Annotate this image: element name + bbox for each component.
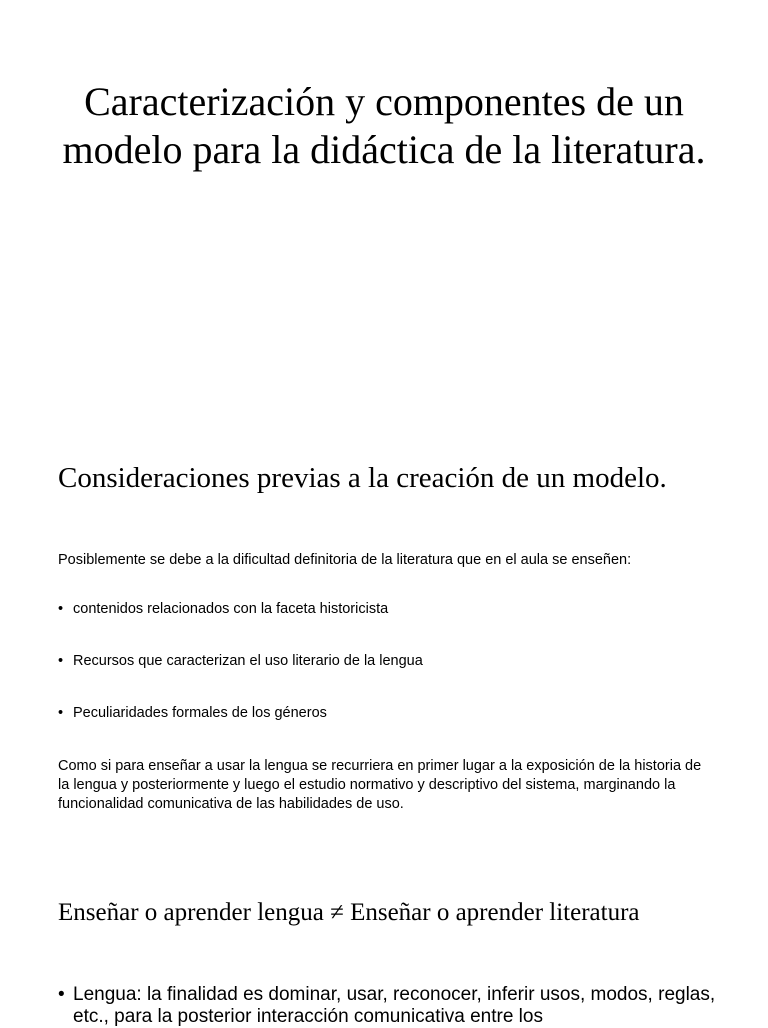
bullet-list bbox=[58, 600, 718, 756]
list-item: • Peculiaridades formales de los géneros bbox=[58, 704, 718, 756]
section-heading-considerations: Consideraciones previas a la creación de un modelo. bbox=[58, 462, 667, 494]
page-title: Caracterización y componentes de un modelo para la didáctica de la literatura. bbox=[62, 79, 706, 172]
slide-considerations bbox=[0, 420, 768, 860]
list-item-lengua: • Lengua: la finalidad es dominar, usar, reconocer, inferir usos, modos, reglas, etc., para la posterior interacción comunicativa entre los bbox=[58, 984, 723, 1028]
closing-paragraph: Como si para enseñar a usar la lengua se recurriera en primer lugar a la exposición de la historia de la lengua y posteriormente y luego el estudio normativo y descriptivo del sistema, marginando la funcionalidad comunicativa de las habilidades de uso. bbox=[58, 758, 702, 812]
intro-paragraph: Posiblemente se debe a la dificultad definitoria de la literatura que en el aula se enseñen: bbox=[58, 552, 632, 568]
list-item: • Recursos que caracterizan el uso literario de la lengua bbox=[58, 652, 718, 704]
list-item: • contenidos relacionados con la faceta historicista bbox=[58, 600, 718, 652]
slide-title bbox=[0, 0, 768, 420]
slide-comparison bbox=[0, 860, 768, 1027]
section-heading-comparison: Enseñar o aprender lengua ≠ Enseñar o aprender literatura bbox=[58, 899, 640, 926]
